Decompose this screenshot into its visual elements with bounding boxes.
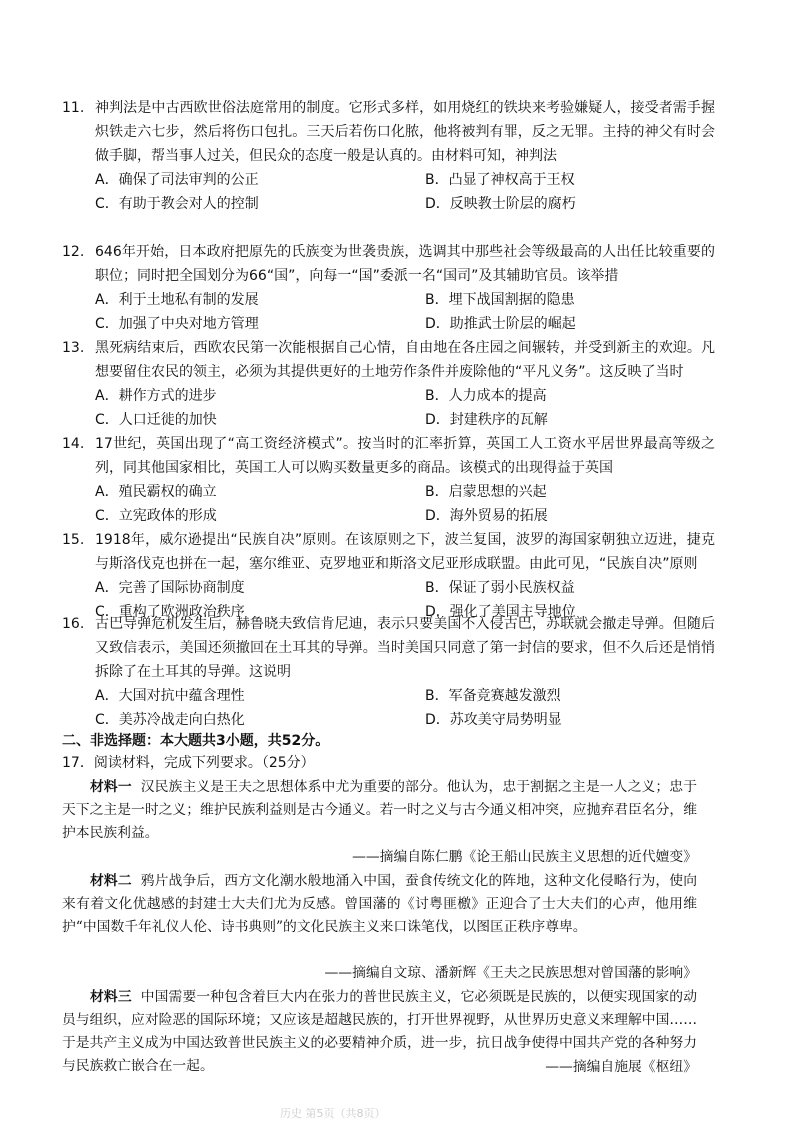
question-stem xyxy=(62,612,715,684)
question-11 xyxy=(62,96,715,216)
question-stem xyxy=(62,432,715,480)
option-d: D．封建秩序的瓦解 xyxy=(425,412,548,428)
option-a: A．大国对抗中蕴含理性 xyxy=(95,688,245,704)
material-text: 汉民族主义是王夫之思想体系中尤为重要的部分。他认为，忠于割据之主是一人之义；忠于天下之主是一时之义；维护民族利益则是古今通义。若一时之义与古今通义相冲突，应抛弃君臣名分，维护本民族利益。 xyxy=(62,779,697,841)
question-17-heading: 17．阅读材料，完成下列要求。（25分） xyxy=(62,755,315,771)
question-text: 1918年，威尔逊提出“民族自决”原则。在该原则之下，波兰复国，波罗的海国家朝独立迈进，捷克与斯洛伐克也拼在一起，塞尔维亚、克罗地亚和斯洛文尼亚形成联盟。由此可见，“民族自决”原则 xyxy=(95,532,715,572)
question-12 xyxy=(62,240,715,336)
option-b: B．埋下战国割据的隐患 xyxy=(425,292,575,308)
question-stem xyxy=(62,96,715,168)
option-d: D．强化了美国主导地位 xyxy=(425,604,576,620)
question-number: 16. xyxy=(62,616,85,632)
option-d: D．助推武士阶层的崛起 xyxy=(425,316,576,332)
material-1-source: ——摘编自陈仁鹏《论王船山民族主义思想的近代嬗变》 xyxy=(352,849,697,865)
option-b: B．启蒙思想的兴起 xyxy=(425,484,547,500)
material-text: 中国需要一种包含着巨大内在张力的普世民族主义，它必须既是民族的，以便实现国家的动员与组织，应对险恶的国际环境；又应该是超越民族的，打开世界视野，从世界历史意义来理解中国……于是共产主义成为中国达致普世民族主义的必要精神介质，进一步，抗日战争使得中国共产党的各种努力与民族救亡嵌合在一起。 xyxy=(62,989,697,1074)
question-stem xyxy=(62,336,715,384)
option-a: A．利于土地私有制的发展 xyxy=(95,292,259,308)
question-text: 古巴导弹危机发生后，赫鲁晓夫致信肯尼迪，表示只要美国不入侵古巴，苏联就会撤走导弹。但随后又致信表示，美国还须撤回在土耳其的导弹。当时美国只同意了第一封信的要求，但不久后还是悄悄拆除了在土耳其的导弹。这说明 xyxy=(95,616,715,680)
option-b: B．人力成本的提高 xyxy=(425,388,547,404)
options xyxy=(95,384,715,432)
options xyxy=(95,480,715,528)
question-number: 13. xyxy=(62,340,85,356)
option-a: A．确保了司法审判的公正 xyxy=(95,172,259,188)
question-number: 14. xyxy=(62,436,85,452)
option-b: B．军备竞赛越发激烈 xyxy=(425,688,561,704)
options xyxy=(95,168,715,216)
option-c: C．有助于教会对人的控制 xyxy=(95,196,259,212)
material-3-source: ——摘编自施展《枢纽》 xyxy=(545,1059,697,1075)
material-2 xyxy=(62,870,697,939)
question-text: 黑死病结束后，西欧农民第一次能根据自己心情，自由地在各庄园之间辗转，并受到新主的欢迎。凡想要留住农民的领主，必须为其提供更好的土地劳作条件并废除他的“平凡义务”。这反映了当时 xyxy=(95,340,715,380)
question-number: 15. xyxy=(62,532,85,548)
question-text: 17世纪，英国出现了“高工资经济模式”。按当时的汇率折算，英国工人工资水平居世界最高等级之列，同其他国家相比，英国工人可以购买数量更多的商品。该模式的出现得益于英国 xyxy=(95,436,715,476)
material-text: 鸦片战争后，西方文化潮水般地涌入中国，蚕食传统文化的阵地，这种文化侵略行为，使向来有着文化优越感的封建士大夫们尤为反感。曾国藩的《讨粤匪檄》正迎合了士大夫们的心声，他用维护“中国数千年礼仪人伦、诗书典则”的文化民族主义来口诛笔伐，以图匡正秩序尊卑。 xyxy=(62,873,697,935)
option-c: C．加强了中央对地方管理 xyxy=(95,316,259,332)
option-c: C．人口迁徙的加快 xyxy=(95,412,217,428)
option-a: A．殖民霸权的确立 xyxy=(95,484,217,500)
option-c: C．重构了欧洲政治秩序 xyxy=(95,604,245,620)
question-13 xyxy=(62,336,715,432)
page-footer: 历史 第5页（共8页） xyxy=(280,1107,386,1120)
option-a: A．完善了国际协商制度 xyxy=(95,580,245,596)
question-number: 12. xyxy=(62,244,85,260)
options xyxy=(95,288,715,336)
option-b: B．凸显了神权高于王权 xyxy=(425,172,575,188)
options xyxy=(95,684,715,732)
material-label: 材料二 xyxy=(90,873,132,889)
option-a: A．耕作方式的进步 xyxy=(95,388,217,404)
option-d: D．海外贸易的拓展 xyxy=(425,508,548,524)
question-16 xyxy=(62,612,715,732)
material-label: 材料一 xyxy=(90,779,132,795)
option-c: C．美苏冷战走向白热化 xyxy=(95,712,245,728)
option-d: D．反映教士阶层的腐朽 xyxy=(425,196,576,212)
question-14 xyxy=(62,432,715,528)
section-title: 二、非选择题：本大题共3小题，共52分。 xyxy=(62,733,330,749)
question-stem xyxy=(62,240,715,288)
question-number: 11. xyxy=(62,100,85,116)
question-text: 神判法是中古西欧世俗法庭常用的制度。它形式多样，如用烧红的铁块来考验嫌疑人，接受者需手握炽铁走六七步，然后将伤口包扎。三天后若伤口化脓，他将被判有罪，反之无罪。主持的神父有时会做手脚，帮当事人过关，但民众的态度一般是认真的。由材料可知，神判法 xyxy=(95,100,715,164)
material-label: 材料三 xyxy=(90,989,132,1005)
question-stem xyxy=(62,528,715,576)
material-2-source: ——摘编自文琼、潘新辉《王夫之民族思想对曾国藩的影响》 xyxy=(324,965,697,981)
option-b: B．保证了弱小民族权益 xyxy=(425,580,575,596)
option-d: D．苏攻美守局势明显 xyxy=(425,712,562,728)
option-c: C．立宪政体的形成 xyxy=(95,508,217,524)
question-text: 646年开始，日本政府把原先的氏族变为世袭贵族，选调其中那些社会等级最高的人出任比较重要的职位；同时把全国划分为66“国”，向每一“国”委派一名“国司”及其辅助官员。该举措 xyxy=(95,244,715,284)
material-1 xyxy=(62,776,697,845)
